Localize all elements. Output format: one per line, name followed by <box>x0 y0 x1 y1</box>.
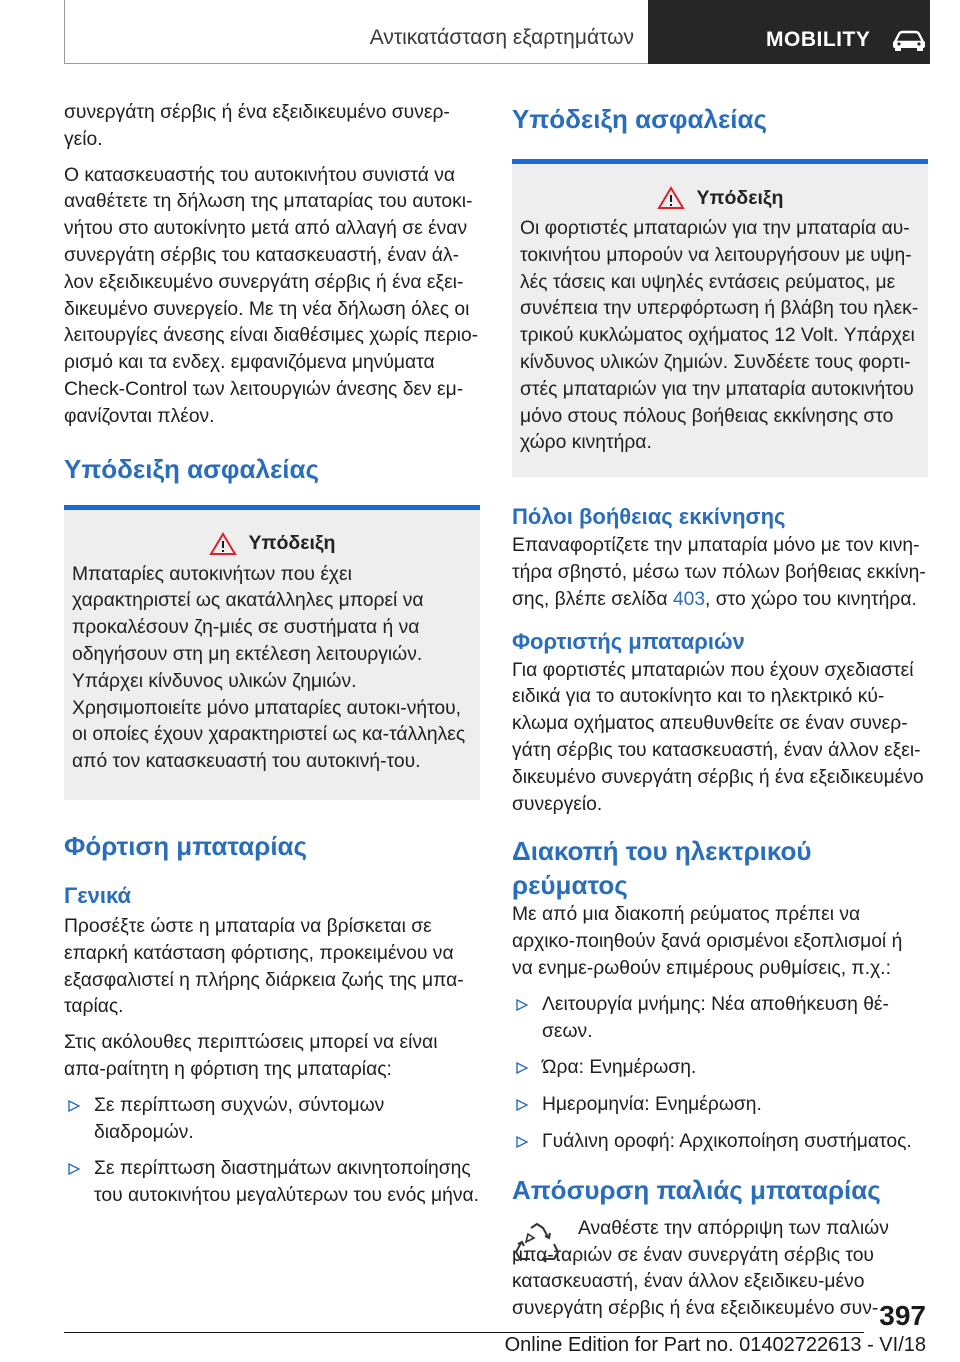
charging-heading: Φόρτιση μπαταρίας <box>64 830 308 861</box>
list-item: Σε περίπτωση συχνών, σύντομων διαδρομών. <box>64 1093 480 1147</box>
charger-heading: Φορτιστής μπαταριών <box>512 628 745 654</box>
paragraph: Για φορτιστές μπαταριών που έχουν σχεδιαστεί ειδικά για το αυτοκίνητο και το ηλεκτρικό κύ-κλωμα οχήματος απευθυνθείτε σε έναν συνερ-γάτη σέρβις του κατασκευαστή, έναν άλλον εξει-δικευμένο συνεργάτη σέρβις ή ένα εξειδικευμένο συνεργείο. <box>512 659 924 815</box>
edition-text: Online Edition for Part no. 01402722613 - VI/18 <box>504 1334 926 1356</box>
page-header <box>64 0 930 64</box>
page-number: 397 <box>879 1300 926 1331</box>
recycle-icon <box>514 1222 560 1266</box>
notice-text: Μπαταρίες αυτοκινήτων που έχει χαρακτηριστεί ως ακατάλληλες μπορεί να προκαλέσουν ζη-μιές σε συστήματα ή να οδηγήσουν στη μη εκτέλεση λειτουργιών. Υπάρχει κίνδυνος υλικών ζημιών. Χρησιμοποιείτε μόνο μπαταρίες αυτοκι-νήτου, οι οποίες έχουν χαρακτηριστεί ως κα-τάλληλες από τον κατασκευαστή του αυτοκινή-του. <box>72 563 466 773</box>
paragraph: Στις ακόλουθες περιπτώσεις μπορεί να είναι απα-ραίτητη η φόρτιση της μπαταρίας: <box>64 1032 438 1080</box>
mobility-label: MOBILITY <box>766 28 871 51</box>
footer-divider <box>64 1332 864 1333</box>
notice-box <box>512 159 928 477</box>
paragraph: Επαναφορτίζετε την μπαταρία μόνο με τον κινη-τήρα σβηστό, μέσω των πόλων βοήθειας εκκίνη-σης, βλέπε σελίδα 403, στο χώρο του κινητήρα. <box>512 535 926 610</box>
notice-box <box>64 505 480 800</box>
paragraph: Αναθέστε την απόρριψη των παλιών μπα-ταριών σε έναν συνεργάτη σέρβις του κατασκευαστή, έναν άλλον εξειδικευ-μένο συνεργάτη σέρβις ή ένα εξειδικευμένο συν- <box>512 1217 889 1320</box>
notice-header <box>72 532 472 556</box>
general-heading: Γενικά <box>64 882 132 908</box>
list-item: Γυάλινη οροφή: Αρχικοποίηση συστήματος. <box>512 1129 928 1156</box>
notice-label: Υπόδειξη <box>696 186 784 209</box>
cases-list <box>64 1093 480 1210</box>
list-item: Λειτουργία μνήμης: Νέα αποθήκευση θέ-σεων. <box>512 992 928 1046</box>
warning-icon <box>209 532 237 556</box>
left-column <box>64 100 480 1220</box>
arrow-right-icon <box>516 1062 528 1074</box>
safety-heading: Υπόδειξη ασφαλείας <box>64 453 320 484</box>
notice-label: Υπόδειξη <box>248 532 336 555</box>
paragraph: συνεργάτη σέρβις ή ένα εξειδικευμένο συνερ-γείο. <box>64 102 450 150</box>
list-item: Ώρα: Ενημέρωση. <box>512 1055 928 1082</box>
list-item: Ημερομηνία: Ενημέρωση. <box>512 1092 928 1119</box>
warning-icon <box>657 186 685 210</box>
page-footer <box>0 1282 960 1362</box>
section-title: Αντικατάσταση εξαρτημάτων <box>369 26 634 49</box>
poles-heading: Πόλοι βοήθειας εκκίνησης <box>512 504 786 530</box>
right-column <box>512 100 928 1332</box>
list-item: Σε περίπτωση διαστημάτων ακινητοποίησης του αυτοκινήτου μεγαλύτερων του ενός μήνα. <box>64 1156 480 1210</box>
arrow-right-icon <box>516 999 528 1011</box>
items-list <box>512 992 928 1156</box>
car-icon <box>891 28 927 52</box>
arrow-right-icon <box>68 1163 80 1175</box>
page-link[interactable]: 403 <box>672 588 706 610</box>
arrow-right-icon <box>516 1099 528 1111</box>
paragraph: Προσέξτε ώστε η μπαταρία να βρίσκεται σε επαρκή κατάσταση φόρτισης, προκειμένου να εξασφαλιστεί η πλήρης διάρκεια ζωής της μπα-ταρίας. <box>64 915 464 1018</box>
notice-header <box>520 186 920 210</box>
section-tab <box>64 0 648 64</box>
paragraph: Ο κατασκευαστής του αυτοκινήτου συνιστά να αναθέτετε τη δήλωση της μπαταρίας του αυτοκι-νήτου στο αυτοκίνητο μετά από αλλαγή σε έναν συνεργάτη σέρβις του κατασκευαστή, έναν άλ-λον εξειδικευμένο συνεργάτη σέρβις ή ένα εξει-δικευμένο συνεργείο. Με τη νέα δήλωση όλες οι λειτουργίες άνεσης είναι διαθέσιμες χωρίς περιο-ρισμό και τα ενδεχ. εμφανιζόμενα μηνύματα Check-Control των λειτουργιών άνεσης δεν εμ-φανίζονται πλέον. <box>64 164 479 427</box>
safety-heading: Υπόδειξη ασφαλείας <box>512 104 768 134</box>
notice-text: Οι φορτιστές μπαταριών για την μπαταρία αυ-τοκινήτου μπορούν να λειτουργήσουν με υψη-λές τάσεις και υψηλές εντάσεις ρεύματος, με συνέπεια την υπερφόρτωση ή βλάβη του ηλεκ-τρικού κυκλώματος οχήματος 12 Volt. Υπάρχει κίνδυνος υλικών ζημιών. Συνδέετε τους φορτι-στές μπαταριών για την μπαταρία αυτοκινήτου μόνο στους πόλους βοήθειας εκκίνησης στο χώρο κινητήρα. <box>520 218 919 454</box>
arrow-right-icon <box>516 1136 528 1148</box>
mobility-tab <box>648 0 930 64</box>
disposal-heading: Απόσυρση παλιάς μπαταρίας <box>512 1174 881 1205</box>
arrow-right-icon <box>68 1100 80 1112</box>
interrupt-heading: Διακοπή του ηλεκτρικού ρεύματος <box>512 836 812 901</box>
paragraph: Με από μια διακοπή ρεύματος πρέπει να αρχικο-ποιηθούν ξανά ορισμένοι εξοπλισμοί ή να ενημε-ρωθούν επιμέρους ρυθμίσεις, π.χ.: <box>512 904 903 979</box>
